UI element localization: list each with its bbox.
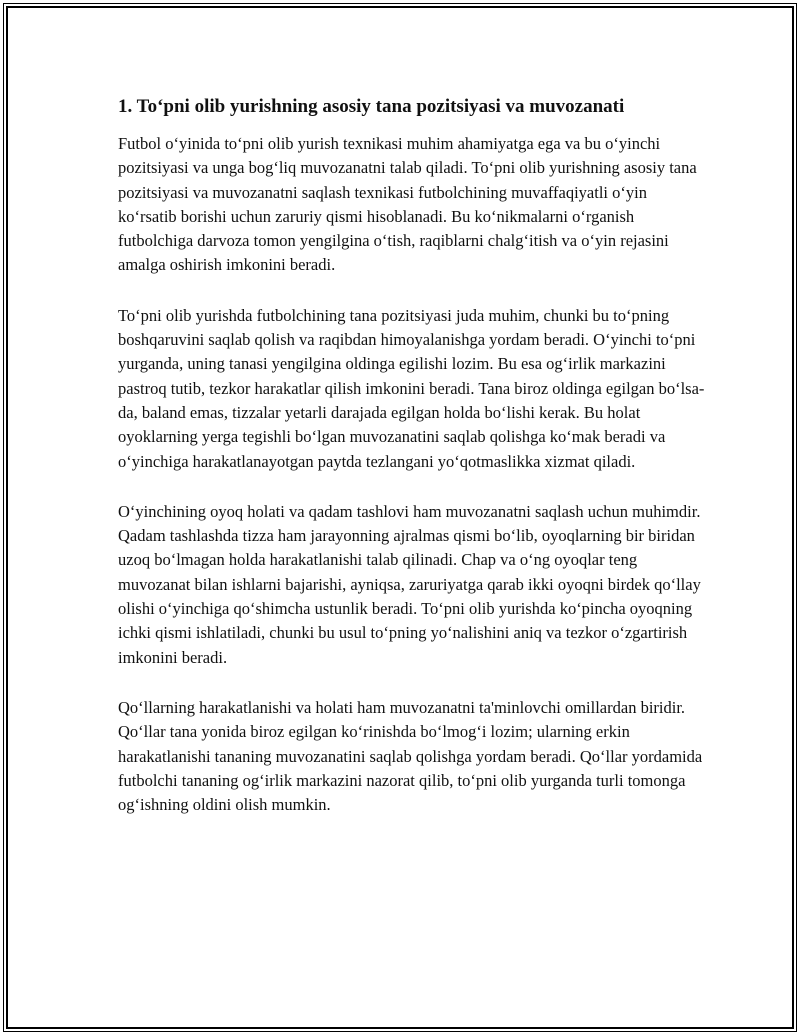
paragraph-1: Futbol o‘yinida to‘pni olib yurish texnikasi muhim ahamiyatga ega va bu o‘yinchi pozitsiyasi va unga bog‘liq muvozanatni talab qiladi. To‘pni olib yurishning asosiy tana pozitsiyasi va muvozanatni saqlash texnikasi futbolchining muvaffaqiyatli o‘yin ko‘rsatib borishi uchun zaruriy qismi hisoblanadi. Bu ko‘nikmalarni o‘rganish futbolchiga darvoza tomon yengilgina o‘tish, raqiblarni chalg‘itish va o‘yin rejasini amalga oshirish imkonini beradi. [118, 134, 697, 275]
section-title: 1. To‘pni olib yurishning asosiy tana pozitsiyasi va muvozanati [118, 96, 625, 117]
paragraph-4: Qo‘llarning harakatlanishi va holati ham muvozanatni ta'minlovchi omillardan biridir. Qo‘llar tana yonida biroz egilgan ko‘rinishda bo‘lmog‘i lozim; ularning erkin harakatlanishi tananing muvozanatini saqlab qolishga yordam beradi. Qo‘llar yordamida futbolchi tananing og‘irlik markazini nazorat qilib, to‘pni olib yurganda turli tomonga og‘ishning oldini olish mumkin. [118, 697, 703, 815]
paragraph-2: To‘pni olib yurishda futbolchining tana pozitsiyasi juda muhim, chunki bu to‘pning boshqaruvini saqlab qolish va raqibdan himoyalanishga yordam beradi. O‘yinchi to‘pni yurganda, uning tanasi yengilgina oldinga egilishi lozim. Bu esa og‘irlik markazini pastroq tutib, tezkor harakatlar qilish imkonini beradi. Tana biroz oldinga egilgan bo‘lsa-da, baland emas, tizzalar yetarli darajada egilgan holda bo‘lishi kerak. Bu holat oyoklarning yerga tegishli bo‘lgan muvozanatini saqlab qolishga ko‘mak beradi va o‘yinchiga harakatlanayotgan paytda tezlangani yo‘qotmaslikka xizmat qiladi. [118, 305, 705, 471]
document-body [118, 92, 708, 843]
paragraph-3: O‘yinchining oyoq holati va qadam tashlovi ham muvozanatni saqlash uchun muhimdir. Qadam tashlashda tizza ham jarayonning ajralmas qismi bo‘lib, oyoqlarning bir biridan uzoq bo‘lmagan holda harakatlanishi talab qilinadi. Chap va o‘ng oyoqlar teng muvozanat bilan ishlarni bajarishi, ayniqsa, zaruriyatga qarab ikki oyoqni birdek qo‘llay olishi o‘yinchiga qo‘shimcha ustunlik beradi. To‘pni olib yurishda ko‘pincha oyoqning ichki qismi ishlatiladi, chunki bu usul to‘pning yo‘nalishini aniq va tezkor o‘zgartirish imkonini beradi. [118, 501, 701, 667]
